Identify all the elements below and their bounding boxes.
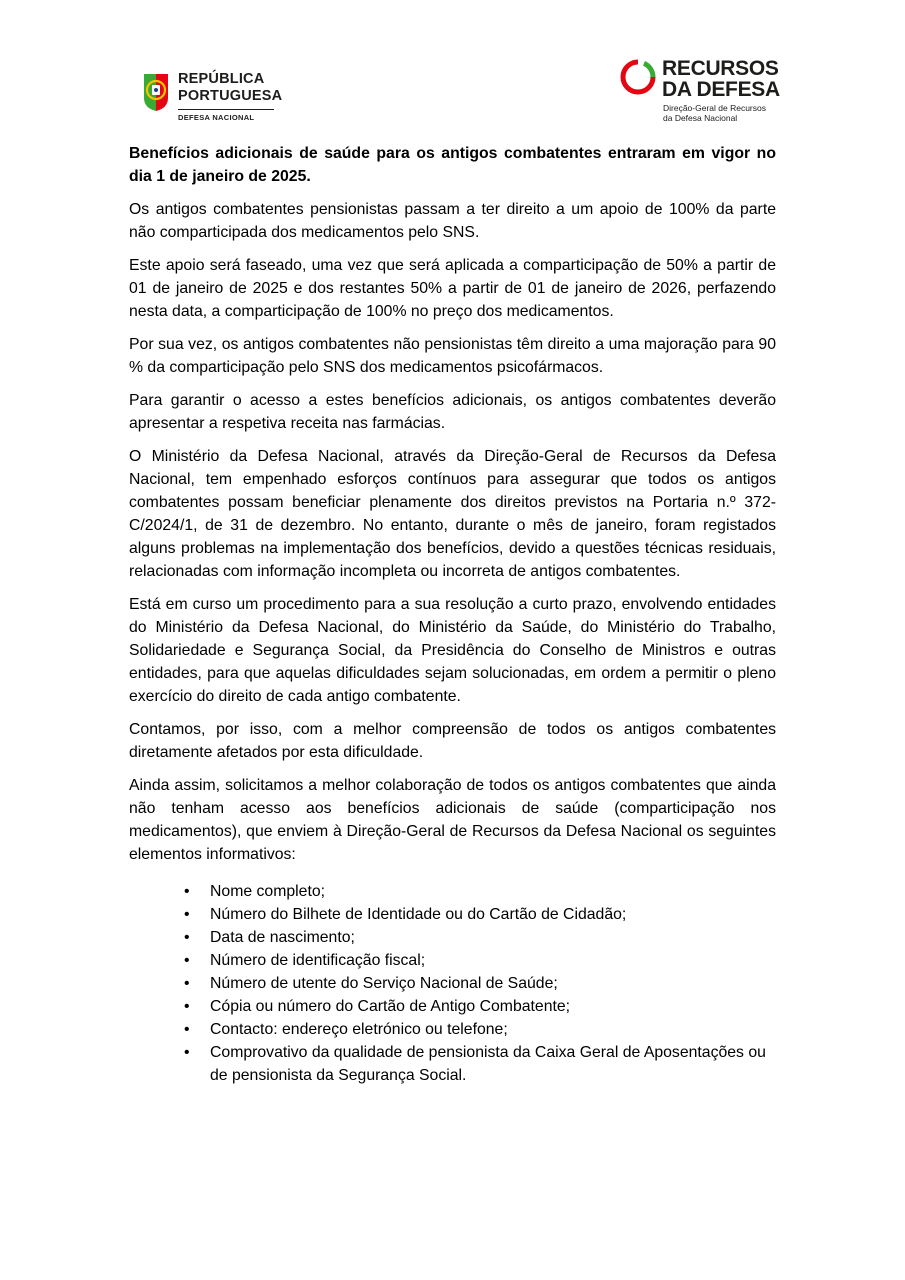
- list-item-text: Nome completo;: [210, 883, 326, 900]
- bullet-icon: •: [184, 929, 190, 946]
- list-item-text: Número de identificação fiscal;: [210, 952, 426, 969]
- paragraph: Os antigos combatentes pensionistas passam a ter direito a um apoio de 100% da parte não comparticipada dos medicamentos pelo SNS.: [129, 201, 776, 241]
- document-body: [129, 142, 776, 1087]
- list-item: [129, 972, 776, 995]
- list-item: [129, 880, 776, 903]
- paragraph: Ainda assim, solicitamos a melhor colaboração de todos os antigos combatentes que ainda não tenham acesso aos benefícios adicionais de saúde (comparticipação nos medicamentos), que enviem à Direção-Geral de Recursos da Defesa Nacional os seguintes elementos informativos:: [129, 777, 776, 863]
- logo-subtitle-line2: da Defesa Nacional: [663, 113, 738, 123]
- bullet-icon: •: [184, 998, 190, 1015]
- list-item-text: Data de nascimento;: [210, 929, 355, 946]
- bullet-icon: •: [184, 952, 190, 969]
- paragraph: Para garantir o acesso a estes benefícios adicionais, os antigos combatentes deverão apresentar a respetiva receita nas farmácias.: [129, 392, 776, 432]
- bullet-icon: •: [184, 883, 190, 900]
- logo-subtitle-line1: Direção-Geral de Recursos: [663, 103, 766, 113]
- bullet-icon: •: [184, 1044, 190, 1061]
- bullet-icon: •: [184, 1021, 190, 1038]
- list-item-text: Contacto: endereço eletrónico ou telefone;: [210, 1021, 508, 1038]
- list-item: [129, 1041, 776, 1087]
- list-item: [129, 926, 776, 949]
- logo-text-republica: REPÚBLICA: [178, 71, 265, 87]
- portuguese-coat-of-arms-icon: [140, 68, 172, 112]
- document-title: Benefícios adicionais de saúde para os antigos combatentes entraram em vigor no dia 1 de janeiro de 2025.: [129, 145, 776, 185]
- logo-text-da-defesa: DA DEFESA: [662, 78, 780, 101]
- list-item: [129, 949, 776, 972]
- logo-divider: [178, 109, 274, 110]
- paragraph: Este apoio será faseado, uma vez que será aplicada a comparticipação de 50% a partir de 01 de janeiro de 2025 e dos restantes 50% a partir de 01 de janeiro de 2026, perfazendo nesta data, a comparticipação de 100% no preço dos medicamentos.: [129, 257, 776, 320]
- list-item-text: Número de utente do Serviço Nacional de Saúde;: [210, 975, 558, 992]
- required-elements-list: [129, 880, 776, 1087]
- ring-logo-icon: [620, 59, 656, 95]
- paragraph: Está em curso um procedimento para a sua resolução a curto prazo, envolvendo entidades do Ministério da Defesa Nacional, do Ministério da Saúde, do Ministério do Trabalho, Solidariedade e Segurança Social, da Presidência do Conselho de Ministros e outras entidades, para que aquelas dificuldades sejam solucionadas, em ordem a permitir o pleno exercício do direito de cada antigo combatente.: [129, 596, 776, 705]
- logo-text-portuguesa: PORTUGUESA: [178, 88, 283, 104]
- republica-portuguesa-logo: [138, 64, 298, 128]
- logo-text-defesa-nacional: DEFESA NACIONAL: [178, 113, 255, 122]
- list-item-text: Número do Bilhete de Identidade ou do Cartão de Cidadão;: [210, 906, 627, 923]
- list-item: [129, 903, 776, 926]
- paragraph: Por sua vez, os antigos combatentes não pensionistas têm direito a uma majoração para 90 % da comparticipação pelo SNS dos medicamentos psicofármacos.: [129, 336, 776, 376]
- recursos-da-defesa-logo: [618, 56, 788, 126]
- list-item-text: Cópia ou número do Cartão de Antigo Combatente;: [210, 998, 571, 1015]
- logo-text-recursos: RECURSOS: [662, 57, 779, 80]
- list-item: [129, 1018, 776, 1041]
- bullet-icon: •: [184, 906, 190, 923]
- paragraph: Contamos, por isso, com a melhor compreensão de todos os antigos combatentes diretamente afetados por esta dificuldade.: [129, 721, 776, 761]
- paragraph: O Ministério da Defesa Nacional, através da Direção-Geral de Recursos da Defesa Nacional, tem empenhado esforços contínuos para assegurar que todos os antigos combatentes possam beneficiar plenamente dos direitos previstos na Portaria n.º 372-C/2024/1, de 31 de dezembro. No entanto, durante o mês de janeiro, foram registados alguns problemas na implementação dos benefícios, devido a questões técnicas residuais, relacionadas com informação incompleta ou incorreta de antigos combatentes.: [129, 448, 776, 580]
- bullet-icon: •: [184, 975, 190, 992]
- list-item: [129, 995, 776, 1018]
- list-item-text: Comprovativo da qualidade de pensionista da Caixa Geral de Aposentações ou de pensionista da Segurança Social.: [210, 1044, 766, 1084]
